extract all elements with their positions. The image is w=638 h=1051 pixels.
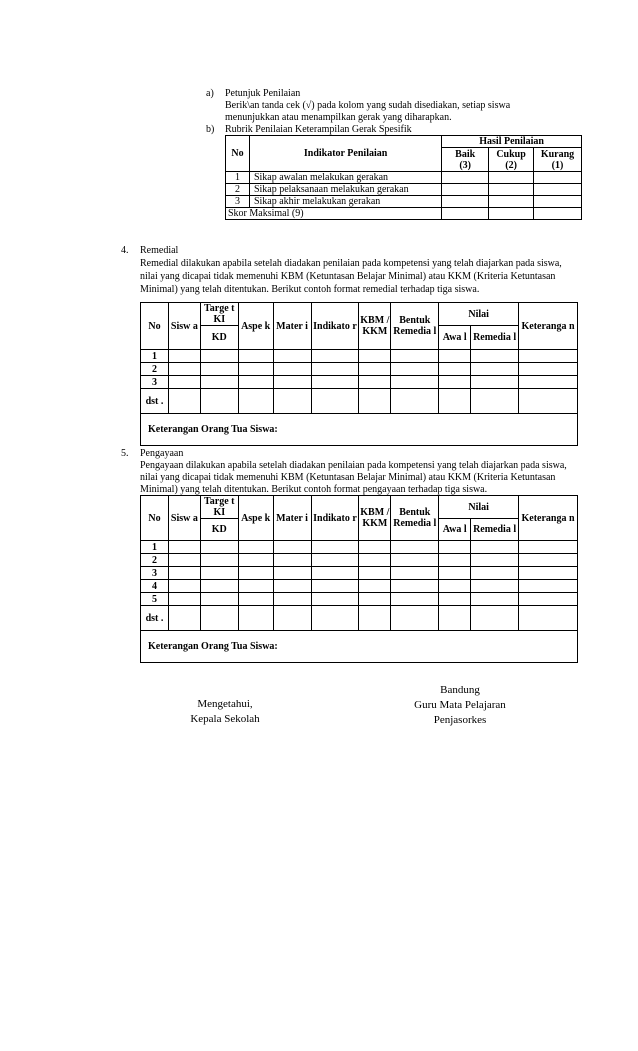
rubric-row-text: Sikap akhir melakukan gerakan (249, 196, 441, 208)
header-keterangan: Keteranga n (519, 496, 578, 541)
header-aspek: Aspe k (238, 303, 273, 350)
row-number: 1 (141, 541, 169, 554)
rubric-header-good: Baik (3) (442, 148, 489, 172)
rubric-max-score: Skor Maksimal (9) (226, 208, 442, 220)
rubric-row-no: 2 (226, 184, 250, 196)
remedial-number: 4. (121, 245, 129, 256)
row-number: 2 (141, 363, 169, 376)
signature-left-line1: Mengetahui, (197, 698, 253, 710)
header-remedial: Remedia l (471, 519, 519, 541)
remedial-table (140, 302, 578, 446)
row-number: 5 (141, 593, 169, 606)
section-a-line1: Berik\an tanda cek (√) pada kolom yang sudah disediakan, setiap siswa (225, 100, 511, 111)
table-row (141, 541, 578, 554)
row-number: 2 (141, 554, 169, 567)
rubric-row-text: Sikap awalan melakukan gerakan (249, 172, 441, 184)
header-target-kd: KD (200, 519, 238, 541)
section-b-marker: b) (206, 124, 215, 135)
header-keterangan: Keteranga n (519, 303, 578, 350)
table-row (226, 196, 582, 208)
remedial-line3: Minimal) yang telah ditentukan. Berikut contoh format remedial terhadap tiga siswa. (140, 284, 480, 295)
remedial-note: Keterangan Orang Tua Siswa: (141, 414, 578, 446)
rubric-cell[interactable] (442, 196, 489, 208)
section-b-title: Rubrik Penilaian Keterampilan Gerak Spesifik (225, 124, 412, 135)
row-number: 4 (141, 580, 169, 593)
rubric-row-text: Sikap pelaksanaan melakukan gerakan (249, 184, 441, 196)
header-materi: Mater i (273, 303, 311, 350)
rubric-cell[interactable] (534, 184, 582, 196)
signature-right-line2: Guru Mata Pelajaran (414, 699, 506, 711)
signature-right-line3: Penjasorkes (433, 714, 487, 726)
table-row (226, 172, 582, 184)
rubric-cell[interactable] (442, 172, 489, 184)
rubric-cell[interactable] (534, 196, 582, 208)
table-row (141, 376, 578, 389)
header-nilai: Nilai (439, 303, 519, 326)
remedial-title: Remedial (140, 245, 179, 256)
rubric-cell[interactable] (442, 208, 489, 220)
row-number: 3 (141, 376, 169, 389)
section-a-line2: menunjukkan atau menampilkan gerak yang diharapkan. (225, 112, 452, 123)
row-number: 3 (141, 567, 169, 580)
header-materi: Mater i (273, 496, 311, 541)
header-awal: Awa l (439, 326, 471, 350)
header-awal: Awa l (439, 519, 471, 541)
header-kbm: KBM / KKM (359, 496, 391, 541)
enrichment-title: Pengayaan (140, 448, 184, 459)
header-remedial: Remedia l (471, 326, 519, 350)
table-row (141, 389, 578, 414)
remedial-line1: Remedial dilakukan apabila setelah diadakan penilaian pada kompetensi yang telah diajarkan pada siswa, (140, 258, 562, 269)
row-number: dst . (141, 389, 169, 414)
enrichment-line1: Pengayaan dilakukan apabila setelah diadakan penilaian pada kompetensi yang telah diajarkan pada siswa, (140, 460, 567, 471)
table-row (141, 606, 578, 631)
row-number: 1 (141, 350, 169, 363)
header-no: No (141, 496, 169, 541)
header-indikator: Indikato r (311, 303, 359, 350)
signature-left-line2: Kepala Sekolah (190, 713, 260, 725)
header-target-kd: KD (200, 326, 238, 350)
header-target-ki: Targe t KI (200, 496, 238, 519)
remedial-line2: nilai yang dicapai tidak memenuhi KBM (Ketuntasan Belajar Minimal) atau KKM (Kriteria Ketuntasan (140, 271, 556, 282)
rubric-cell[interactable] (489, 184, 534, 196)
enrichment-note: Keterangan Orang Tua Siswa: (141, 631, 578, 663)
header-siswa: Sisw a (168, 496, 200, 541)
signature-left (160, 697, 290, 727)
rubric-header-fair: Cukup (2) (489, 148, 534, 172)
enrichment-table (140, 495, 578, 663)
header-kbm: KBM / KKM (359, 303, 391, 350)
table-row (141, 363, 578, 376)
section-a-marker: a) (206, 88, 214, 99)
table-row (141, 350, 578, 363)
table-row (141, 593, 578, 606)
rubric-row-no: 1 (226, 172, 250, 184)
rubric-cell[interactable] (489, 196, 534, 208)
header-bentuk: Bentuk Remedia l (391, 303, 439, 350)
enrichment-line3: Minimal) yang telah ditentukan. Berikut contoh format pengayaan terhadap tiga siswa. (140, 484, 488, 495)
enrichment-line2: nilai yang dicapai tidak memenuhi KBM (Ketuntasan Belajar Minimal) atau KKM (Kriteria Ketuntasan (140, 472, 556, 483)
rubric-row-no: 3 (226, 196, 250, 208)
table-row (141, 567, 578, 580)
rubric-header-less: Kurang (1) (534, 148, 582, 172)
rubric-header-indicator: Indikator Penilaian (249, 136, 441, 172)
signature-right (395, 683, 525, 728)
rubric-cell[interactable] (534, 172, 582, 184)
header-siswa: Sisw a (168, 303, 200, 350)
enrichment-number: 5. (121, 448, 129, 459)
header-target-ki: Targe t KI (200, 303, 238, 326)
rubric-cell[interactable] (442, 184, 489, 196)
table-row (226, 208, 582, 220)
header-no: No (141, 303, 169, 350)
rubric-cell[interactable] (534, 208, 582, 220)
header-aspek: Aspe k (238, 496, 273, 541)
table-row (141, 580, 578, 593)
table-row (226, 184, 582, 196)
header-nilai: Nilai (439, 496, 519, 519)
row-number: dst . (141, 606, 169, 631)
rubric-header-no: No (226, 136, 250, 172)
signature-right-line1: Bandung (440, 684, 480, 696)
section-a-title: Petunjuk Penilaian (225, 88, 301, 99)
rubric-table (225, 135, 582, 220)
header-bentuk: Bentuk Remedia l (391, 496, 439, 541)
rubric-cell[interactable] (489, 172, 534, 184)
rubric-cell[interactable] (489, 208, 534, 220)
rubric-header-result: Hasil Penilaian (442, 136, 582, 148)
header-indikator: Indikato r (311, 496, 359, 541)
table-row (141, 554, 578, 567)
